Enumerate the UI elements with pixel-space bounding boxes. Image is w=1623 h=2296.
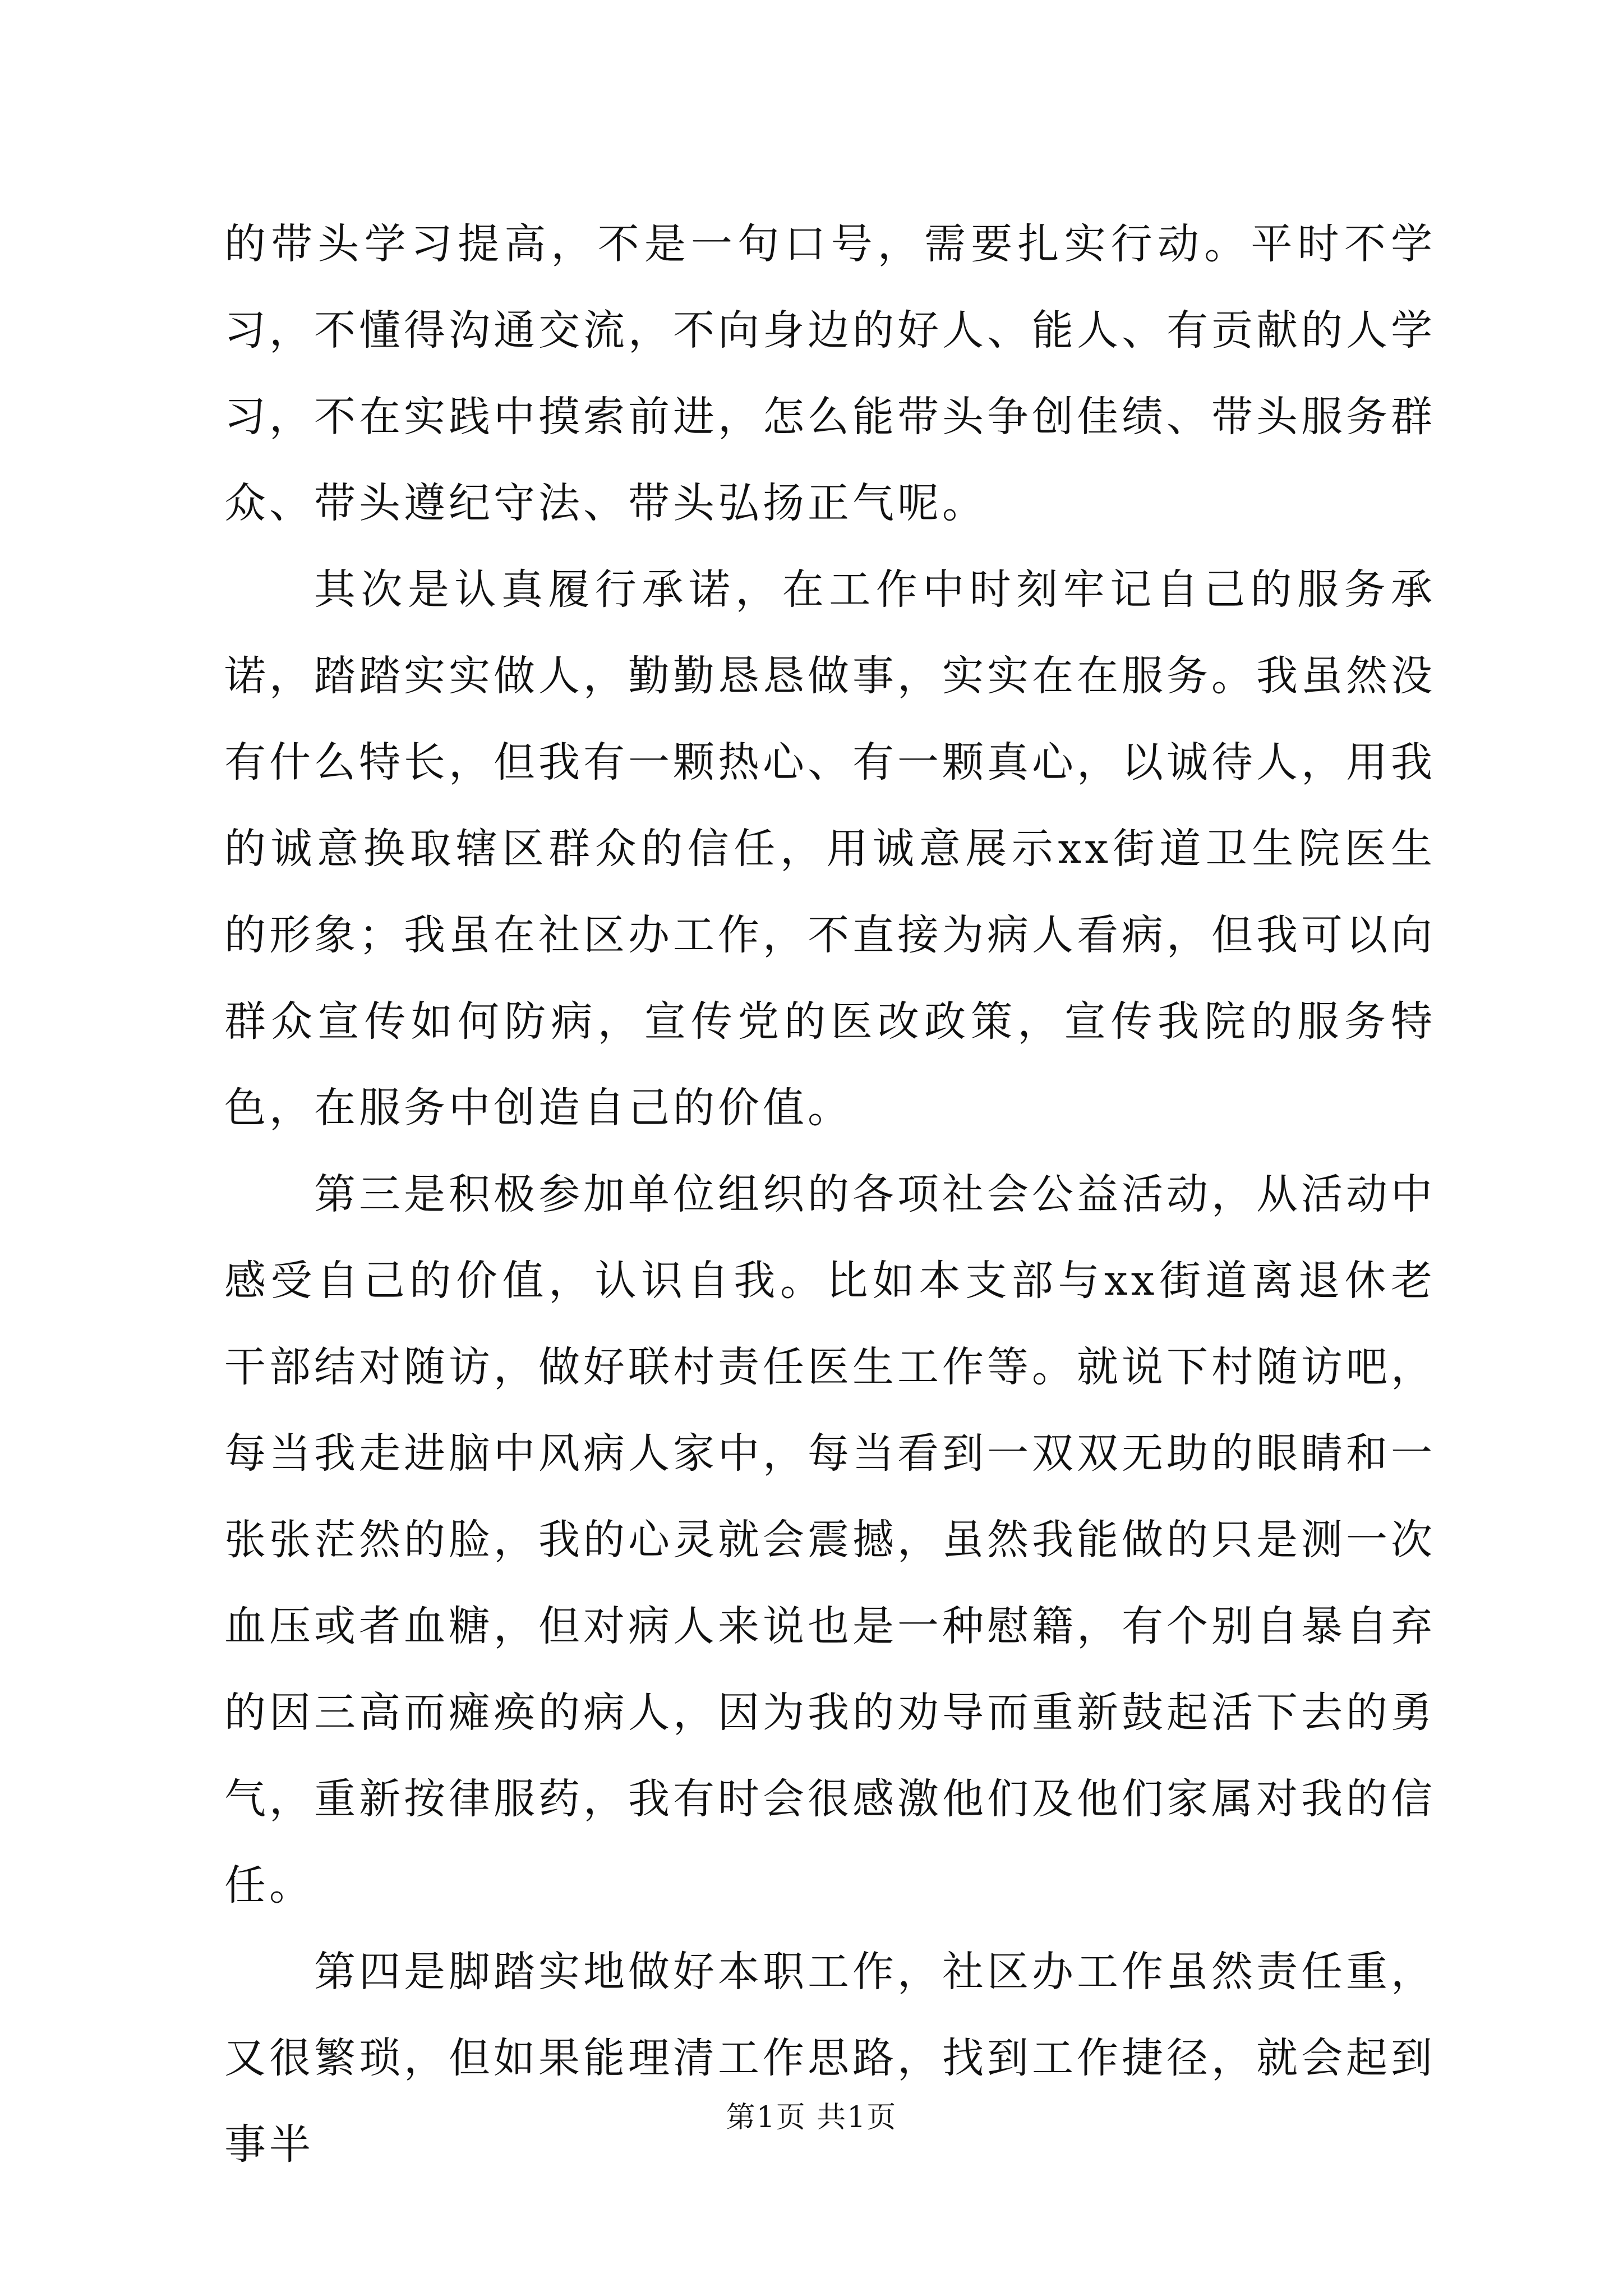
paragraph-4: 第四是脚踏实地做好本职工作，社区办工作虽然责任重，又很繁琐，但如果能理清工作思路，找到工作捷径，就会起到事半 — [224, 1948, 1436, 2169]
paragraph-1: 的带头学习提高，不是一句口号，需要扎实行动。平时不学习，不懂得沟通交流，不向身边的好人、能人、有贡献的人学习，不在实践中摸索前进，怎么能带头争创佳绩、带头服务群众、带头遵纪守法、带头弘扬正气呢。 — [224, 220, 1436, 527]
paragraph-2: 其次是认真履行承诺，在工作中时刻牢记自己的服务承诺，踏踏实实做人，勤勤恳恳做事，实实在在服务。我虽然没有什么特长，但我有一颗热心、有一颗真心，以诚待人，用我的诚意换取辖区群众的信任，用诚意展示xx街道卫生院医生的形象；我虽在社区办工作，不直接为病人看病，但我可以向群众宣传如何防病，宣传党的医改政策，宣传我院的服务特色，在服务中创造自己的价值。 — [224, 565, 1436, 1132]
document-body — [224, 201, 1436, 2188]
page-footer — [0, 2098, 1623, 2137]
page-number-label: 第1页 共1页 — [726, 2101, 897, 2134]
paragraph-3: 第三是积极参加单位组织的各项社会公益活动，从活动中感受自己的价值，认识自我。比如本支部与xx街道离退休老干部结对随访，做好联村责任医生工作等。就说下村随访吧，每当我走进脑中风病人家中，每当看到一双双无助的眼睛和一张张茫然的脸，我的心灵就会震撼，虽然我能做的只是测一次血压或者血糖，但对病人来说也是一种慰籍，有个别自暴自弃的因三高而瘫痪的病人，因为我的劝导而重新鼓起活下去的勇气，重新按律服药，我有时会很感激他们及他们家属对我的信任。 — [224, 1170, 1436, 1910]
